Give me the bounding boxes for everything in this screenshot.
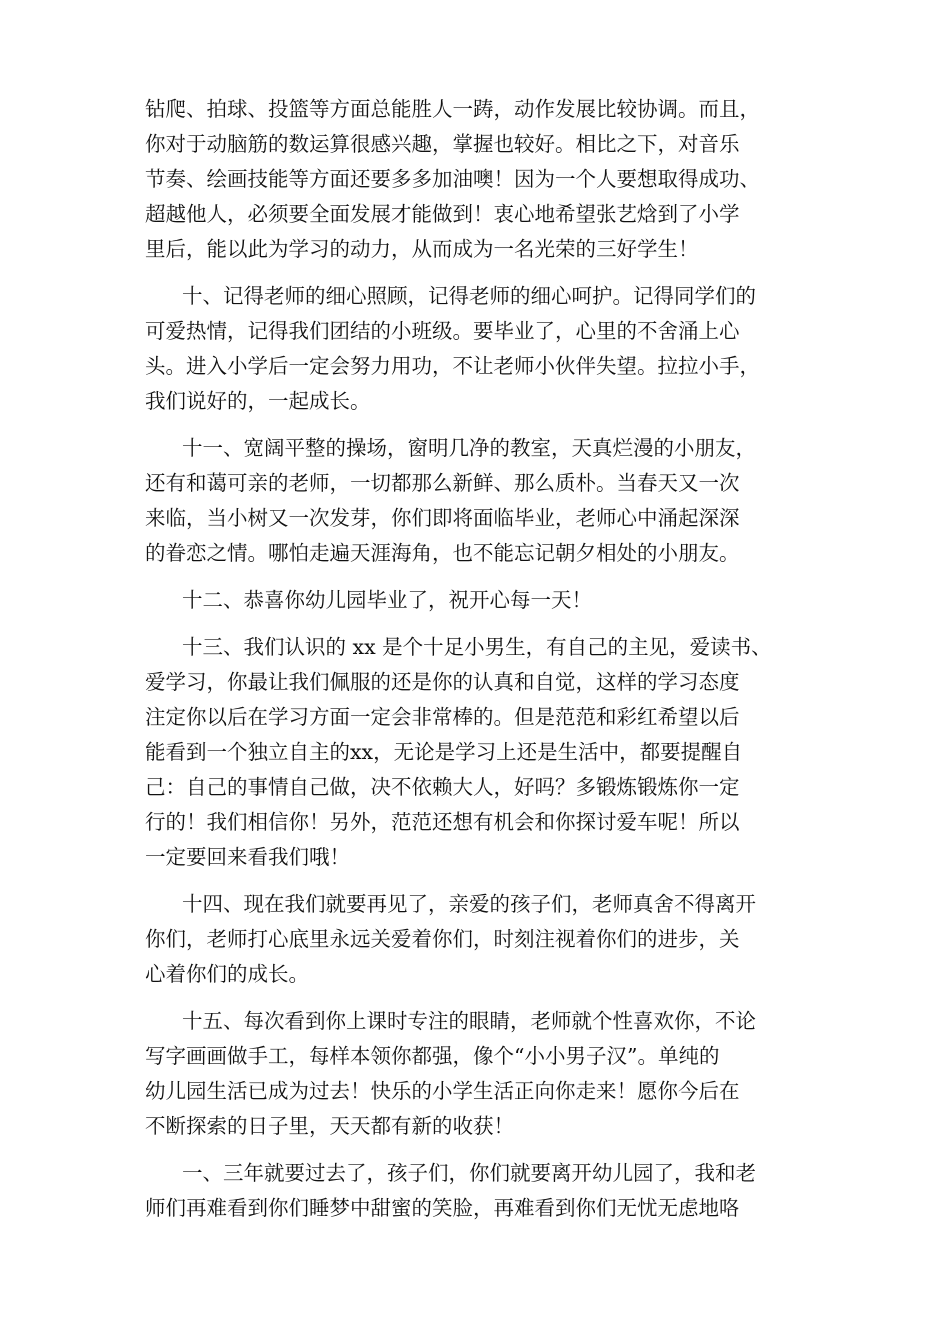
text-line: 钻爬、拍球、投篮等方面总能胜人一踌，动作发展比较协调。而且， [145, 97, 760, 121]
text-line: 爱学习，你最让我们佩服的还是你的认真和自觉，这样的学习态度 [145, 670, 740, 694]
paragraph [0, 630, 950, 875]
text-line: 十五、每次看到你上课时专注的眼睛，老师就个性喜欢你，不论 [182, 1009, 756, 1033]
text-line: 十四、现在我们就要再见了，亲爱的孩子们，老师真舍不得离开 [182, 892, 756, 916]
text-line: 不断探索的日子里，天天都有新的收获！ [145, 1114, 514, 1138]
paragraph [0, 1156, 950, 1226]
text-line: 一定要回来看我们哦！ [145, 845, 350, 869]
text-line: 己：自己的事情自己做，决不依赖大人，好吗？多锻炼锻炼你一定 [145, 775, 740, 799]
text-line: 十三、我们认识的 xx 是个十足小男生，有自己的主见，爱读书、 [182, 635, 772, 659]
paragraph [0, 887, 950, 992]
paragraph [0, 583, 950, 618]
text-line: 头。进入小学后一定会努力用功，不让老师小伙伴失望。拉拉小手， [145, 354, 760, 378]
text-line: 还有和蔼可亲的老师，一切都那么新鲜、那么质朴。当春天又一次 [145, 471, 740, 495]
text-line: 一、三年就要过去了，孩子们，你们就要离开幼儿园了，我和老 [182, 1161, 756, 1185]
text-line: 心着你们的成长。 [145, 962, 309, 986]
text-line: 幼儿园生活已成为过去！快乐的小学生活正向你走来！愿你今后在 [145, 1079, 740, 1103]
text-line: 超越他人，必须要全面发展才能做到！衷心地希望张艺焓到了小学 [145, 202, 740, 226]
text-line: 你们，老师打心底里永远关爱着你们，时刻注视着你们的进步，关 [145, 927, 740, 951]
text-line: 十一、宽阔平整的操场，窗明几净的教室，天真烂漫的小朋友， [182, 436, 756, 460]
paragraph [0, 1004, 950, 1144]
text-line: 的眷恋之情。哪怕走遍天涯海角，也不能忘记朝夕相处的小朋友。 [145, 541, 740, 565]
text-line: 写字画画做手工，每样本领你都强，像个“小小男子汉”。单纯的 [145, 1044, 720, 1068]
text-line: 行的！我们相信你！另外，范范还想有机会和你探讨爱车呢！所以 [145, 810, 740, 834]
text-line: 来临，当小树又一次发芽，你们即将面临毕业，老师心中涌起深深 [145, 506, 740, 530]
paragraph [0, 431, 950, 571]
text-line: 能看到一个独立自主的xx，无论是学习上还是生活中，都要提醒自 [145, 740, 743, 764]
text-line: 十二、恭喜你幼儿园毕业了，祝开心每一天！ [182, 588, 592, 612]
text-line: 节奏、绘画技能等方面还要多多加油噢！因为一个人要想取得成功、 [145, 167, 760, 191]
text-line: 注定你以后在学习方面一定会非常棒的。但是范范和彩红希望以后 [145, 705, 740, 729]
document-body [0, 92, 950, 1238]
text-line: 师们再难看到你们睡梦中甜蜜的笑脸，再难看到你们无忧无虑地咯 [145, 1196, 740, 1220]
text-line: 十、记得老师的细心照顾，记得老师的细心呵护。记得同学们的 [182, 284, 756, 308]
text-line: 可爱热情，记得我们团结的小班级。要毕业了，心里的不舍涌上心 [145, 319, 740, 343]
text-line: 你对于动脑筋的数运算很感兴趣，掌握也较好。相比之下，对音乐 [145, 132, 740, 156]
text-line: 我们说好的，一起成长。 [145, 389, 371, 413]
paragraph [0, 279, 950, 419]
text-line: 里后，能以此为学习的动力，从而成为一名光荣的三好学生！ [145, 237, 699, 261]
paragraph [0, 92, 950, 267]
